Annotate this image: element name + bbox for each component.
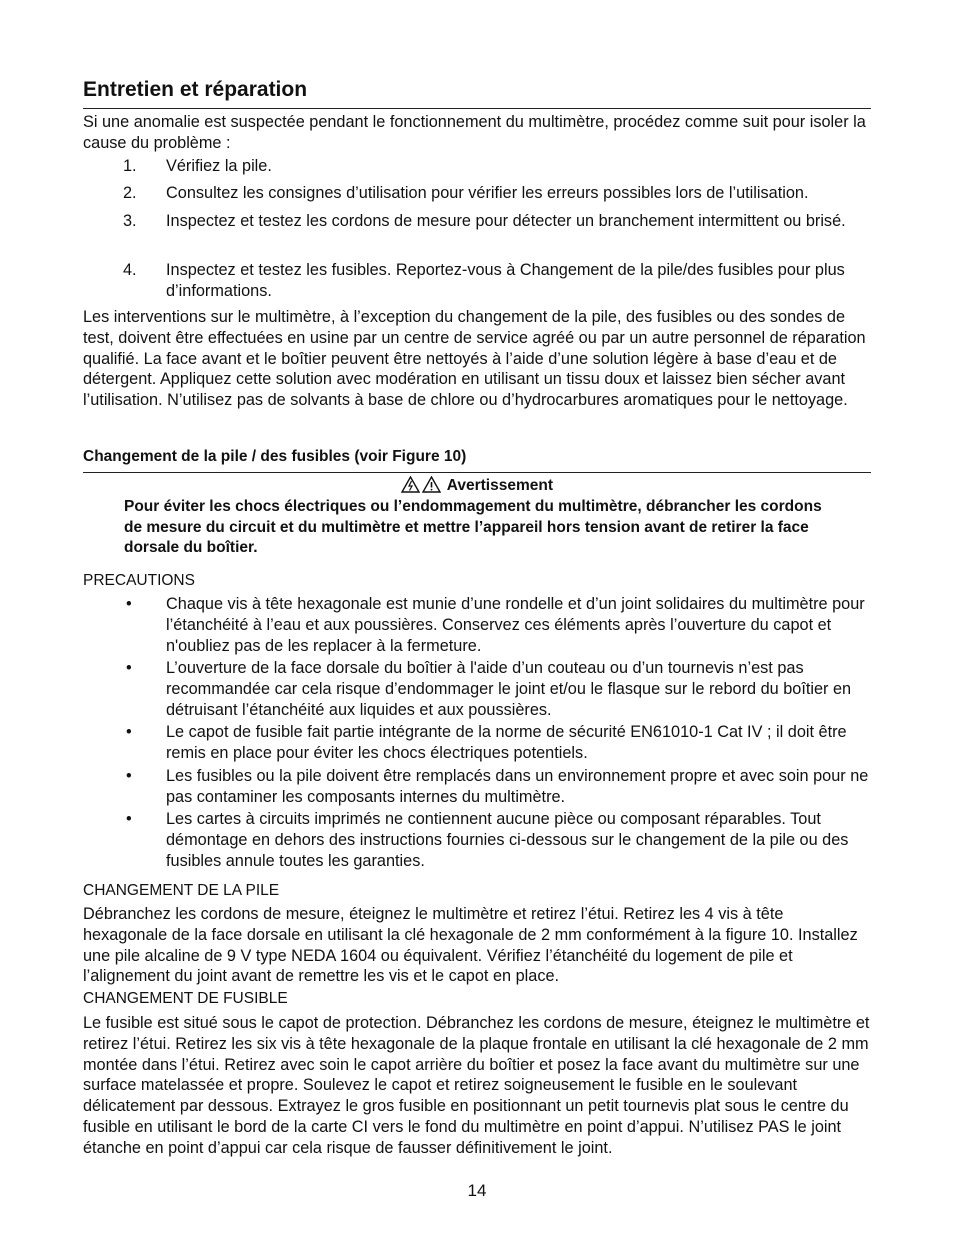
precaution-text: Les fusibles ou la pile doivent être remplacés dans un environnement propre et avec soin pour ne pas contaminer les composants internes du multimètre. (166, 767, 869, 806)
intro-paragraph: Si une anomalie est suspectée pendant le fonctionnement du multimètre, procédez comme suit pour isoler la cause du problème : (83, 113, 866, 152)
step-text: Consultez les consignes d’utilisation pour vérifier les erreurs possibles lors de l’utilisation. (166, 184, 809, 202)
step-text: Vérifiez la pile. (166, 157, 272, 175)
subsection-title: Changement de la pile / des fusibles (voir Figure 10) (83, 448, 467, 465)
step-text: Inspectez et testez les cordons de mesure pour détecter un branchement intermittent ou brisé. (166, 212, 846, 230)
warning-heading (83, 476, 871, 496)
precaution-text: Les cartes à circuits imprimés ne contiennent aucune pièce ou composant réparables. Tout démontage en dehors des instructions fournies ci-dessous sur le changement de la pile ou des fusibles annule toutes les garanties. (166, 810, 849, 870)
electric-shock-warning-icon (401, 476, 420, 493)
step-text: Inspectez et testez les fusibles. Reportez-vous à Changement de la pile/des fusibles pour plus d’informations. (166, 261, 845, 300)
bullet: • (126, 723, 132, 741)
fuse-change-label: CHANGEMENT DE FUSIBLE (83, 990, 288, 1007)
step-number: 3. (123, 212, 137, 230)
bullet: • (126, 659, 132, 677)
precautions-label: PRECAUTIONS (83, 572, 195, 589)
precaution-text: Le capot de fusible fait partie intégrante de la norme de sécurité EN61010-1 Cat IV ; il doit être remis en place pour éviter les chocs électriques potentiels. (166, 723, 847, 762)
precaution-text: L’ouverture de la face dorsale du boîtier à l'aide d’un couteau ou d’un tournevis n’est pas recommandée car cela risque d’endommager le joint et/ou le flasque sur le rebord du boîtier en détruisant l’étanchéité aux liquides et aux poussières. (166, 659, 852, 719)
step-number: 4. (123, 261, 137, 279)
step-number: 2. (123, 184, 137, 202)
precaution-text: Chaque vis à tête hexagonale est munie d’une rondelle et d’un joint solidaires du multimètre pour l’étanchéité à l’eau et aux poussières. Conservez ces éléments après l’ouverture du capot et n'oubliez pas de les replacer à la fermeture. (166, 595, 865, 655)
bullet: • (126, 767, 132, 785)
step-number: 1. (123, 157, 137, 175)
maintenance-paragraph: Les interventions sur le multimètre, à l’exception du changement de la pile, des fusibles ou des sondes de test, doivent être effectuées en usine par un centre de service agréé ou par un autre personnel de réparation qualifié. La face avant et le boîtier peuvent être nettoyés à l’aide d’une solution légère à base d’eau et de détergent. Appliquez cette solution avec modération en utilisant un tissu doux et laissez bien sécher avant l’utilisation. N’utilisez pas de solvants à base de chlore ou d’hydrocarbures aromatiques pour le nettoyage. (83, 308, 866, 410)
warning-title: Avertissement (446, 477, 553, 494)
warning-text: Pour éviter les chocs électriques ou l’endommagement du multimètre, débrancher les cordons de mesure du circuit et du multimètre et mettre l’appareil hors tension avant de retirer la face dorsale du boîtier. (124, 498, 822, 557)
page-number: 14 (467, 1181, 487, 1200)
fuse-change-paragraph: Le fusible est situé sous le capot de protection. Débranchez les cordons de mesure, éteignez le multimètre et retirez l’étui. Retirez les six vis à tête hexagonale de la plaque frontale en utilisant la clé hexagonale de 2 mm montée dans l’étui. Retirez avec soin le capot arrière du boîtier et posez la face avant du multimètre sur une surface matelassée et propre. Soulevez le capot et retirez soigneusement le fusible en le soulevant délicatement par dessous. Extrayez le gros fusible en positionnant un petit tournevis plat sous le centre du fusible en utilisant le bord de la carte CI vers le fond du multimètre en point d’appui. N’utilisez PAS le joint étanche en point d’appui car cela risque de fausser définitivement le joint. (83, 1014, 870, 1157)
caution-triangle-icon (422, 476, 441, 493)
subsection-divider (83, 472, 871, 473)
section-divider (83, 108, 871, 109)
battery-change-label: CHANGEMENT DE LA PILE (83, 882, 280, 899)
section-title: Entretien et réparation (83, 78, 308, 101)
bullet: • (126, 595, 132, 613)
battery-change-paragraph: Débranchez les cordons de mesure, éteignez le multimètre et retirez l’étui. Retirez les 4 vis à tête hexagonale de la face dorsale en utilisant la clé hexagonale de 2 mm conformément à la figure 10. Installez une pile alcaline de 9 V type NEDA 1604 ou équivalent. Vérifiez l’étanchéité du logement de pile et l’alignement du joint avant de remettre les vis et le capot en place. (83, 905, 858, 986)
bullet: • (126, 810, 132, 828)
